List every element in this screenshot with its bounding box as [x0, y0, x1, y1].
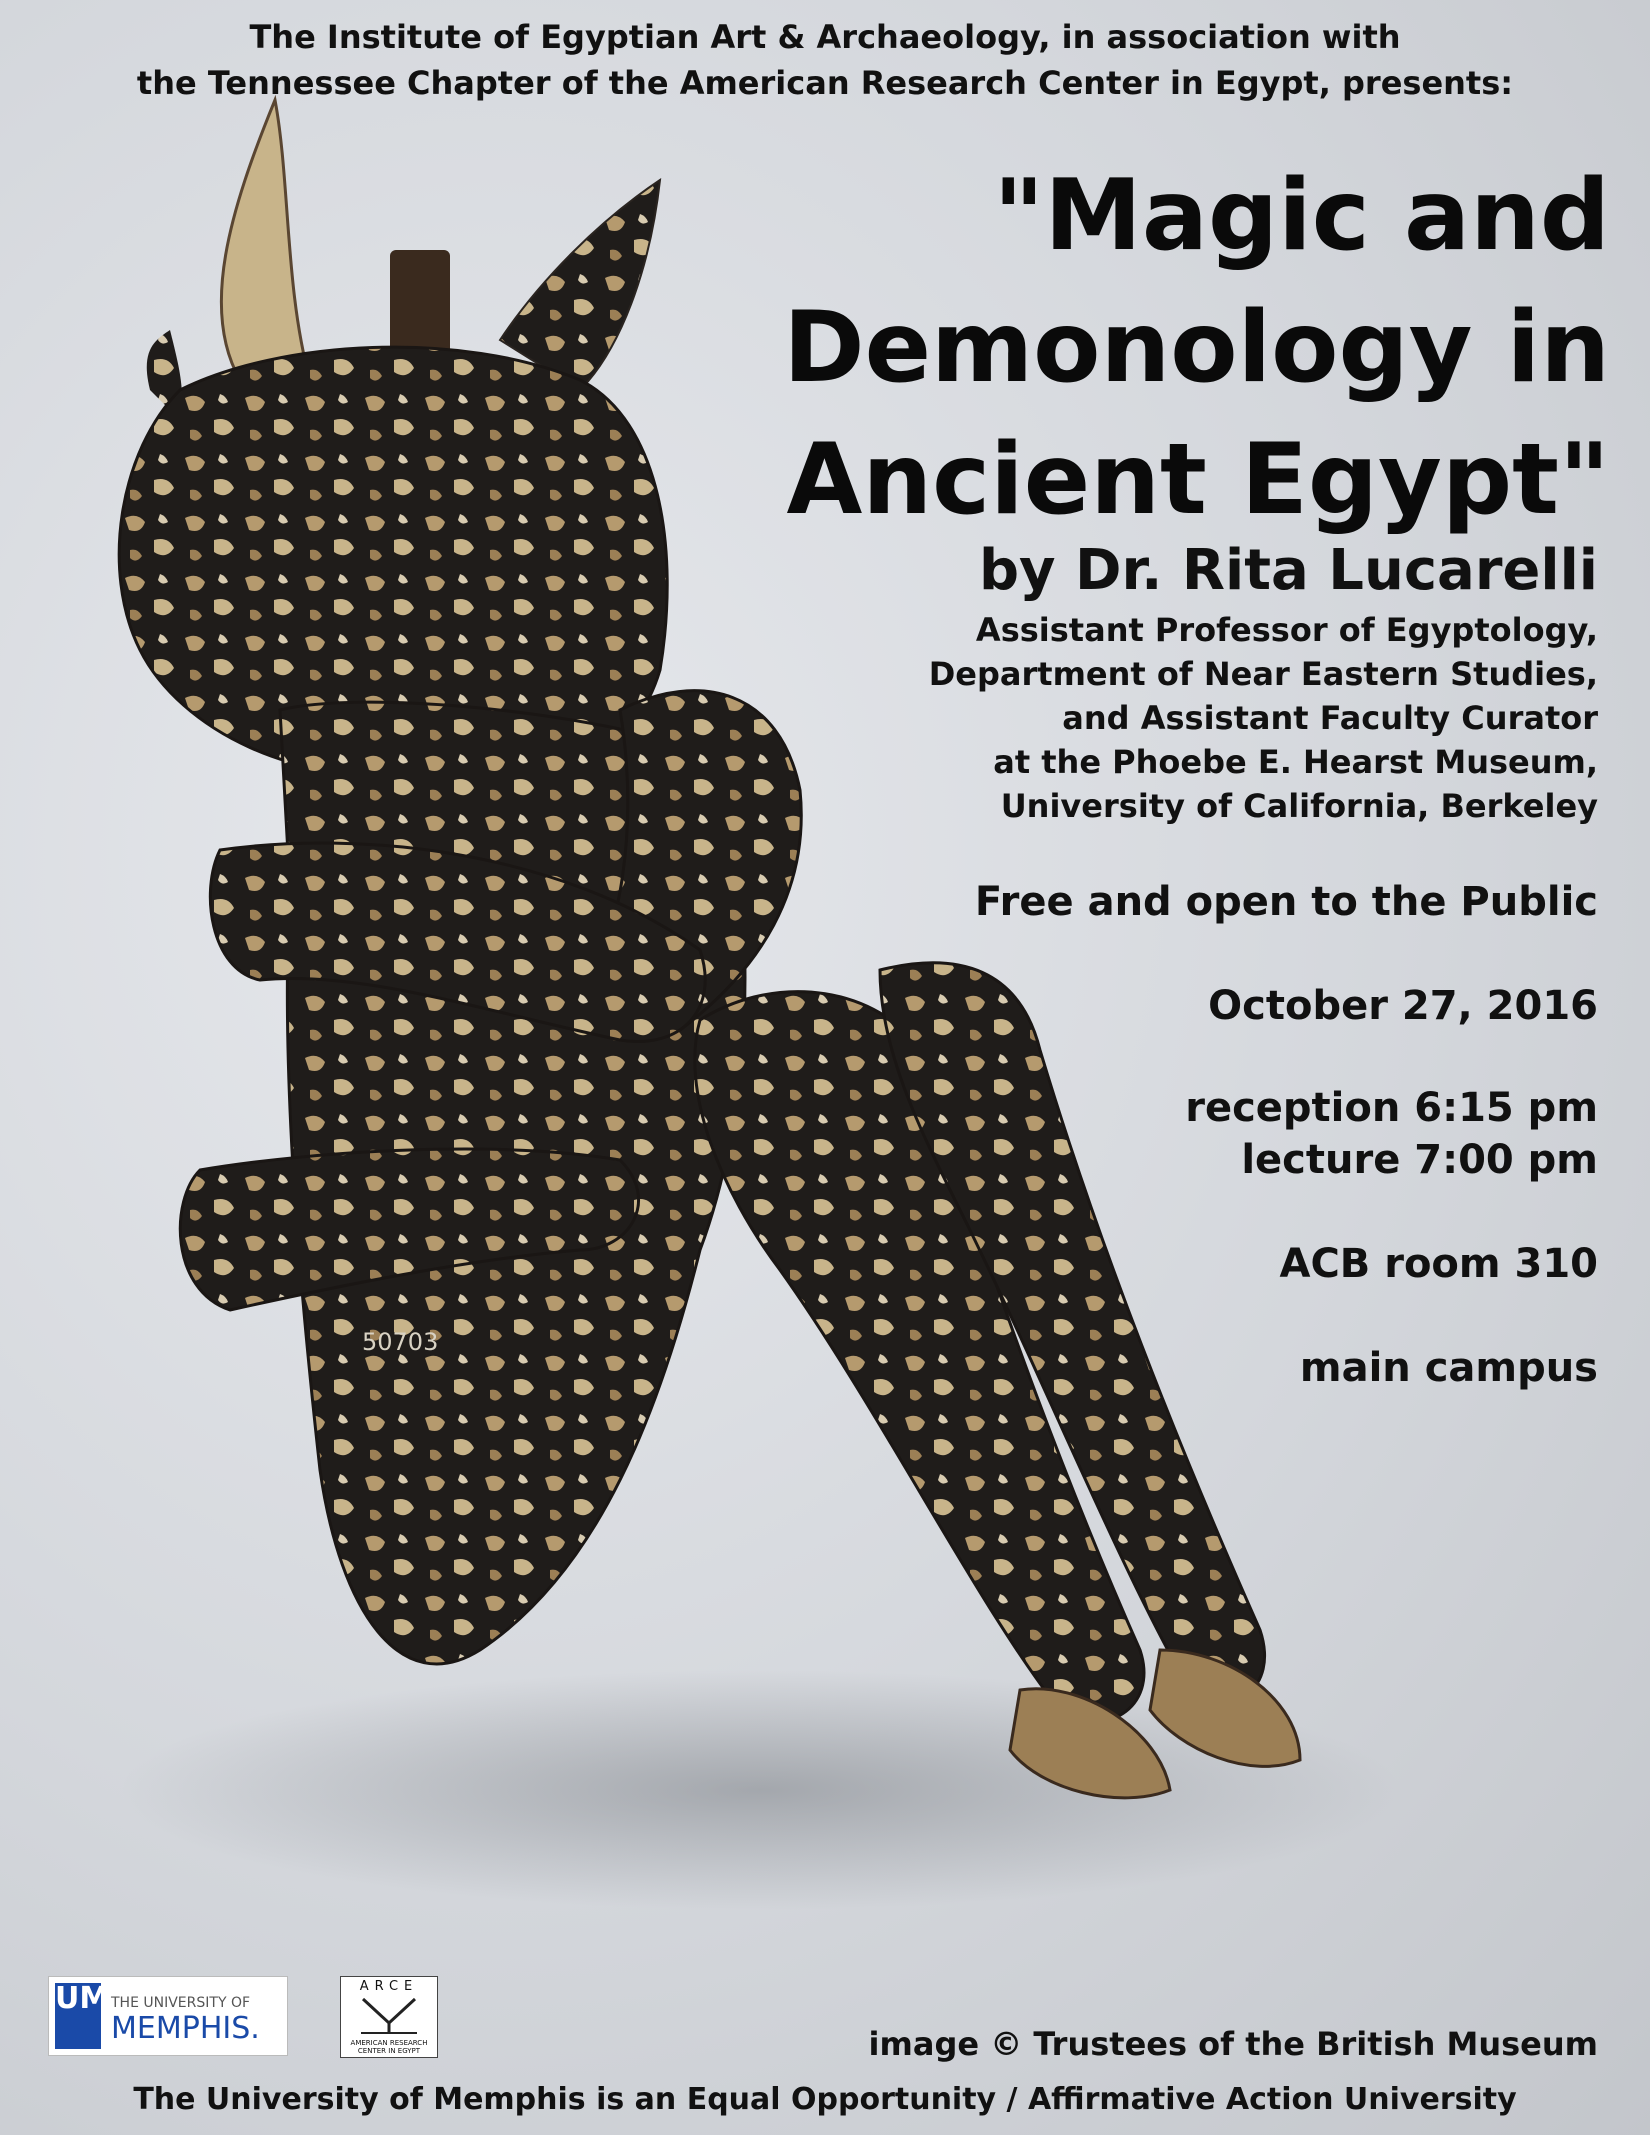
university-of-memphis-logo: [48, 1976, 288, 2056]
arce-text-line-1: AMERICAN RESEARCH: [350, 2039, 428, 2047]
lecture-title: [783, 150, 1610, 546]
reception-time: reception 6:15 pm: [1185, 1085, 1598, 1131]
image-credit: image © Trustees of the British Museum: [868, 2025, 1598, 2063]
eeo-statement: The University of Memphis is an Equal Opportunity / Affirmative Action University: [133, 2082, 1517, 2117]
speaker-name: by Dr. Rita Lucarelli: [978, 538, 1598, 603]
um-mark: UM: [55, 1983, 101, 2049]
arce-text-line-2: CENTER IN EGYPT: [357, 2047, 421, 2055]
title-line-2: Demonology in: [783, 291, 1610, 405]
arce-logo: [340, 1976, 438, 2058]
affiliation-line: Assistant Professor of Egyptology,: [975, 611, 1598, 649]
statue-inventory-number: 50703: [362, 1328, 439, 1356]
event-date: October 27, 2016: [1208, 983, 1598, 1029]
speaker-affiliation: [929, 608, 1598, 828]
arce-letters: ARCE: [359, 1979, 419, 1994]
presenter-line-2: the Tennessee Chapter of the American Research Center in Egypt, presents:: [136, 64, 1514, 102]
title-line-1: "Magic and: [993, 159, 1610, 273]
presenter-line-1: The Institute of Egyptian Art & Archaeology, in association with: [249, 18, 1401, 56]
title-line-3: Ancient Egypt": [786, 423, 1610, 537]
arce-text: [341, 2039, 437, 2055]
affiliation-line: and Assistant Faculty Curator: [1062, 699, 1598, 737]
arce-emblem-icon: [359, 1997, 419, 2035]
event-room: ACB room 310: [1279, 1241, 1598, 1287]
um-big-text: MEMPHIS.: [111, 2011, 260, 2046]
um-small-text: THE UNIVERSITY OF: [111, 1995, 251, 2011]
affiliation-line: at the Phoebe E. Hearst Museum,: [993, 743, 1598, 781]
affiliation-line: University of California, Berkeley: [1000, 787, 1598, 825]
admission-note: Free and open to the Public: [974, 879, 1598, 925]
event-campus: main campus: [1299, 1345, 1598, 1391]
affiliation-line: Department of Near Eastern Studies,: [928, 655, 1598, 693]
lecture-time: lecture 7:00 pm: [1241, 1137, 1598, 1183]
